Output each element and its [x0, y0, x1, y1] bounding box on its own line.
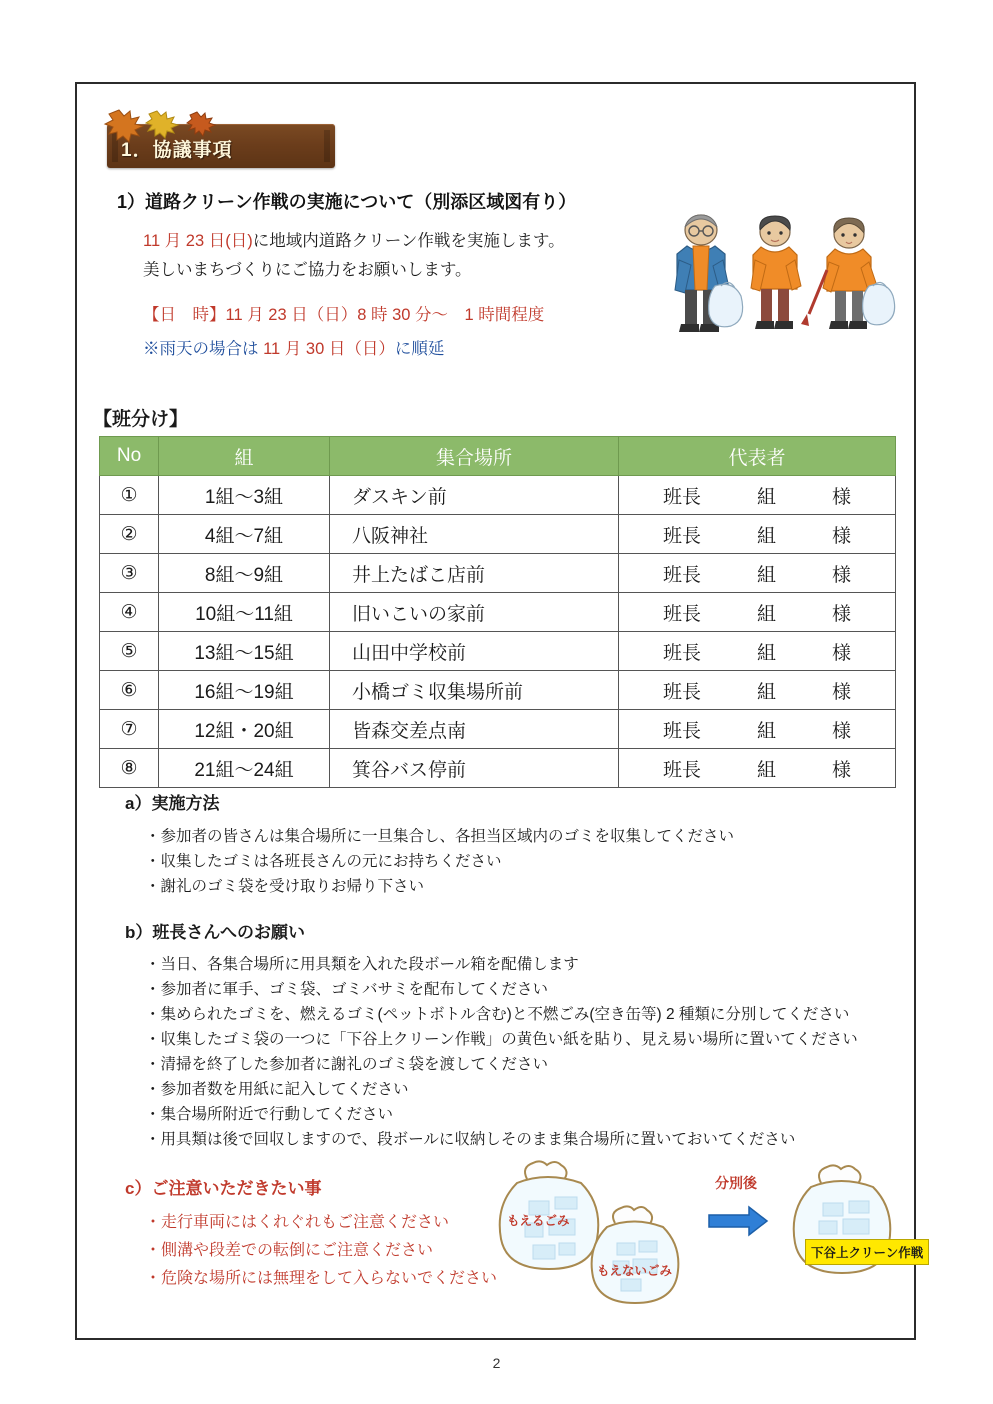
cell-no: ⑦	[100, 710, 159, 749]
cell-group: 12組・20組	[159, 710, 330, 749]
cell-no: ④	[100, 593, 159, 632]
cell-group: 13組～15組	[159, 632, 330, 671]
cell-rep	[619, 476, 896, 515]
rain-suffix: に順延	[394, 340, 445, 358]
table-row	[100, 710, 896, 749]
item1-datetime: 【日 時】11 月 23 日（日）8 時 30 分～ 1 時間程度	[143, 306, 545, 324]
cell-group: 4組～7組	[159, 515, 330, 554]
cell-place: 山田中学校前	[330, 632, 619, 671]
table-row	[100, 671, 896, 710]
cell-rep	[619, 710, 896, 749]
table-row	[100, 593, 896, 632]
cell-no: ⑤	[100, 632, 159, 671]
list-item: ・参加者に軍手、ゴミ袋、ゴミバサミを配布してください	[145, 981, 549, 998]
rep-honorific: 様	[831, 642, 851, 664]
section-b-heading: b）班長さんへのお願い	[125, 923, 306, 942]
item1-line1-date: 11 月 23 日(日)	[143, 232, 253, 250]
cell-rep	[619, 554, 896, 593]
section-b-bullets	[145, 952, 858, 1152]
rep-title: 班長	[662, 759, 701, 781]
table-row	[100, 554, 896, 593]
rep-honorific: 様	[831, 603, 851, 625]
section-c-heading: c）ご注意いただきたい事	[125, 1179, 322, 1198]
cell-rep	[619, 749, 896, 788]
table-row	[100, 515, 896, 554]
rep-unit: 組	[756, 564, 776, 586]
cell-group: 8組～9組	[159, 554, 330, 593]
cell-no: ③	[100, 554, 159, 593]
cell-rep	[619, 671, 896, 710]
list-item: ・収集したゴミは各班長さんの元にお持ちください	[145, 853, 502, 870]
group-table-title: 【班分け】	[93, 409, 189, 430]
arrow-label: 分別後	[715, 1175, 757, 1191]
list-item: ・側溝や段差での転倒にご注意ください	[145, 1242, 434, 1259]
table-row	[100, 476, 896, 515]
cell-place: 井上たばこ店前	[330, 554, 619, 593]
section-a-heading: a）実施方法	[125, 794, 220, 813]
list-item: ・当日、各集合場所に用具類を入れた段ボール箱を配備します	[145, 956, 579, 973]
cell-place: 八阪神社	[330, 515, 619, 554]
list-item: ・危険な場所には無理をして入らないでください	[145, 1270, 498, 1287]
item1-heading: 1）道路クリーン作戦の実施について（別添区域図有り）	[117, 192, 577, 212]
rep-title: 班長	[662, 603, 701, 625]
rep-unit: 組	[756, 759, 776, 781]
group-table	[99, 436, 896, 788]
list-item: ・走行車両にはくれぐれもご注意ください	[145, 1214, 450, 1231]
rep-honorific: 様	[831, 681, 851, 703]
table-header-row	[100, 437, 896, 476]
cell-place: ダスキン前	[330, 476, 619, 515]
list-item: ・用具類は後で回収しますので、段ボールに収納しそのまま集合場所に置いておいてください	[145, 1131, 796, 1148]
th-place: 集合場所	[330, 437, 619, 476]
rep-honorific: 様	[831, 720, 851, 742]
rep-unit: 組	[756, 681, 776, 703]
list-item: ・清掃を終了した参加者に謝礼のゴミ袋を渡してください	[145, 1056, 549, 1073]
bag2-label: もえないごみ	[597, 1264, 673, 1278]
cell-rep	[619, 632, 896, 671]
cell-place: 小橋ゴミ収集場所前	[330, 671, 619, 710]
list-item: ・集合場所附近で行動してください	[145, 1106, 394, 1123]
list-item: ・集められたゴミを、燃えるゴミ(ペットボトル含む)と不燃ごみ(空き缶等) 2 種類に分別してください	[145, 1006, 850, 1023]
section-banner	[99, 106, 339, 168]
rep-unit: 組	[756, 486, 776, 508]
list-item: ・参加者の皆さんは集合場所に一旦集合し、各担当区域内のゴミを収集してください	[145, 828, 735, 845]
item1-line2: 美しいまちづくりにご協力をお願いします。	[143, 261, 472, 279]
rep-honorific: 様	[831, 759, 851, 781]
rep-honorific: 様	[831, 564, 851, 586]
rep-unit: 組	[756, 642, 776, 664]
item1-rain-line	[143, 335, 444, 359]
cell-group: 16組～19組	[159, 671, 330, 710]
cell-rep	[619, 515, 896, 554]
cell-group: 10組～11組	[159, 593, 330, 632]
th-group: 組	[159, 437, 330, 476]
section-banner-label: 1．協議事項	[121, 140, 233, 161]
rain-date: 11 月 30 日（日）	[263, 340, 395, 358]
rep-unit: 組	[756, 525, 776, 547]
item1-line1	[143, 227, 565, 251]
people-cleaning-illustration	[663, 212, 908, 357]
garbage-bags-illustration	[487, 1149, 924, 1339]
rep-title: 班長	[662, 642, 701, 664]
rep-title: 班長	[662, 564, 701, 586]
rain-prefix: ※雨天の場合は	[143, 340, 264, 358]
table-row	[100, 749, 896, 788]
section-a-bullets	[145, 824, 734, 899]
item1-line1-rest: に地域内道路クリーン作戦を実施します。	[252, 232, 565, 250]
cell-place: 皆森交差点南	[330, 710, 619, 749]
cell-no: ⑧	[100, 749, 159, 788]
cell-no: ①	[100, 476, 159, 515]
table-row	[100, 632, 896, 671]
cell-group: 1組～3組	[159, 476, 330, 515]
rep-title: 班長	[662, 486, 701, 508]
page-number: 2	[492, 1355, 501, 1371]
cell-no: ②	[100, 515, 159, 554]
rep-honorific: 様	[831, 525, 851, 547]
rep-honorific: 様	[831, 486, 851, 508]
rep-title: 班長	[662, 720, 701, 742]
list-item: ・収集したゴミ袋の一つに「下谷上クリーン作戦」の黄色い紙を貼り、見え易い場所に置いてください	[145, 1031, 858, 1048]
bag1-label: もえるごみ	[507, 1214, 570, 1228]
section-c-bullets	[145, 1209, 497, 1293]
cell-place: 旧いこいの家前	[330, 593, 619, 632]
rep-unit: 組	[756, 720, 776, 742]
cell-no: ⑥	[100, 671, 159, 710]
th-no: No	[100, 437, 159, 476]
rep-title: 班長	[662, 525, 701, 547]
rep-title: 班長	[662, 681, 701, 703]
th-rep: 代表者	[619, 437, 896, 476]
document-page	[75, 82, 924, 1340]
cell-rep	[619, 593, 896, 632]
yellow-tag-label: 下谷上クリーン作戦	[805, 1239, 929, 1265]
cell-place: 箕谷バス停前	[330, 749, 619, 788]
list-item: ・参加者数を用紙に記入してください	[145, 1081, 409, 1098]
rep-unit: 組	[756, 603, 776, 625]
list-item: ・謝礼のゴミ袋を受け取りお帰り下さい	[145, 878, 425, 895]
cell-group: 21組～24組	[159, 749, 330, 788]
